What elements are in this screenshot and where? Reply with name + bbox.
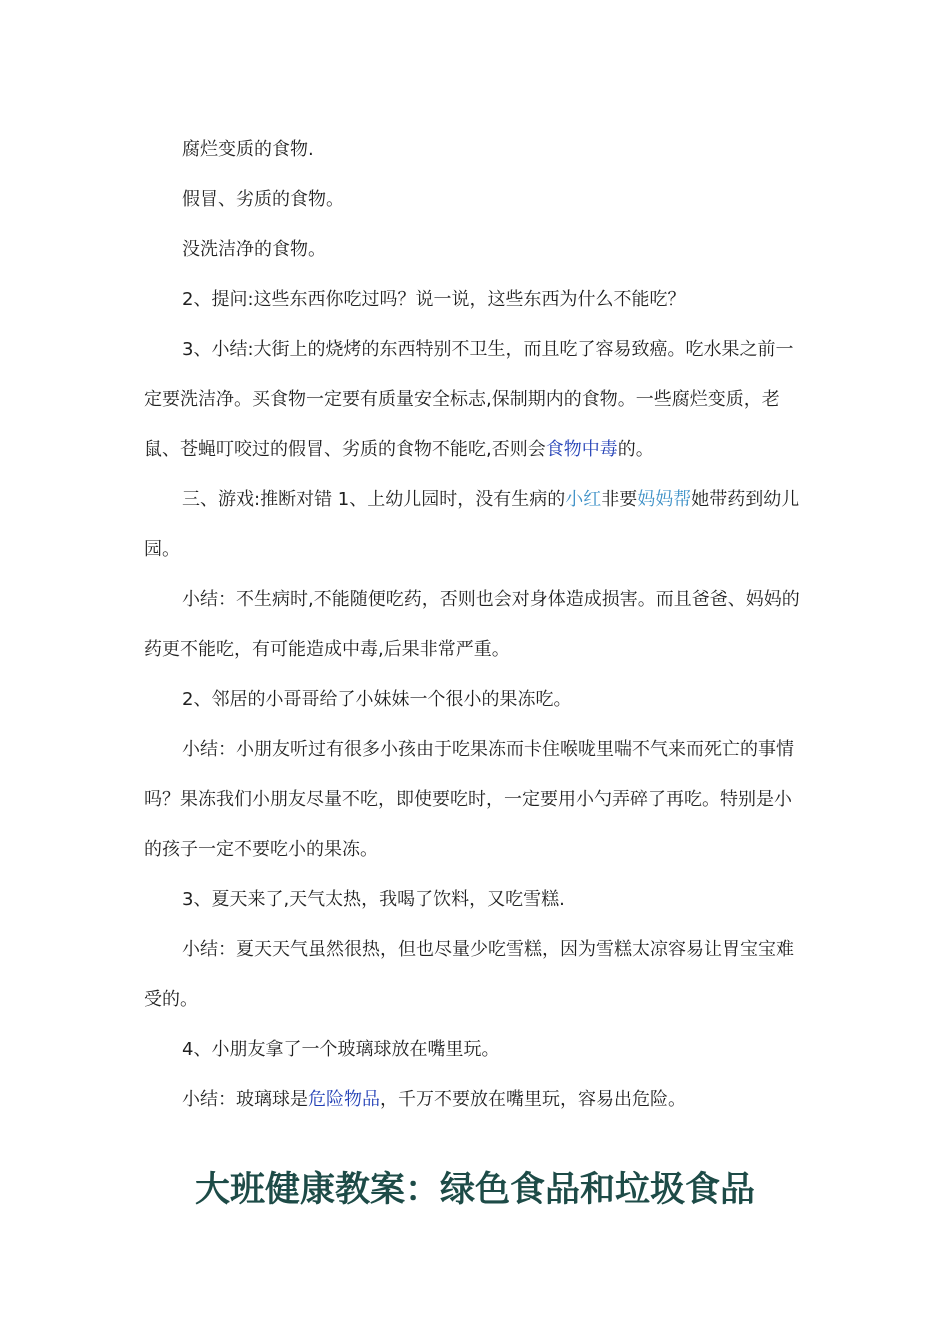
- paragraph-text: 2、提问:这些东西你吃过吗？说一说，这些东西为什么不能吃？: [182, 289, 686, 310]
- inline-link[interactable]: 小红: [565, 489, 602, 510]
- paragraph-text: 腐烂变质的食物.: [182, 139, 314, 160]
- paragraph-text: 3、小结:大街上的烧烤的东西特别不卫生，而且吃了容易致癌。吃水果之前一定要洗洁净。买食物一定要有质量安全标志,保制期内的食物。一些腐烂变质，老鼠、苍蝇叮咬过的假冒、劣质的食物不能吃,否则会: [144, 339, 794, 460]
- paragraph-text: 3、夏天来了,天气太热，我喝了饮料，又吃雪糕.: [182, 889, 565, 910]
- paragraph: [144, 475, 806, 575]
- paragraph: [144, 325, 806, 475]
- paragraph-text: 她带药到幼儿园。: [144, 489, 800, 560]
- paragraph: [144, 225, 806, 275]
- paragraph-text: 小结：夏天天气虽然很热，但也尽量少吃雪糕，因为雪糕太凉容易让胃宝宝难受的。: [144, 939, 794, 1010]
- paragraph-text: 小结：小朋友听过有很多小孩由于吃果冻而卡住喉咙里喘不气来而死亡的事情吗？果冻我们小朋友尽量不吃，即使要吃时，一定要用小勺弄碎了再吃。特别是小的孩子一定不要吃小的果冻。: [144, 739, 794, 860]
- paragraph-text: 三、游戏:推断对错 1、上幼儿园时，没有生病的: [182, 489, 566, 510]
- paragraph-text: 小结：不生病时,不能随便吃药，否则也会对身体造成损害。而且爸爸、妈妈的药更不能吃，有可能造成中毒,后果非常严重。: [144, 589, 800, 660]
- section-heading: 大班健康教案：绿色食品和垃圾食品: [194, 1170, 755, 1210]
- paragraph-text: ，千万不要放在嘴里玩，容易出危险。: [380, 1089, 686, 1110]
- paragraph: [144, 125, 806, 175]
- paragraph: [144, 675, 806, 725]
- paragraph: [144, 875, 806, 925]
- paragraph-text: 的。: [617, 439, 654, 460]
- paragraph: [144, 275, 806, 325]
- paragraph: [144, 725, 806, 875]
- paragraph: [144, 175, 806, 225]
- inline-link[interactable]: 食物中毒: [545, 439, 618, 460]
- inline-link[interactable]: 妈妈帮: [637, 489, 692, 510]
- paragraph-text: 非要: [601, 489, 638, 510]
- paragraph: [144, 1075, 806, 1125]
- document-body: [144, 125, 806, 1125]
- paragraph: [144, 925, 806, 1025]
- paragraph-text: 4、小朋友拿了一个玻璃球放在嘴里玩。: [182, 1039, 500, 1060]
- paragraph: [144, 575, 806, 675]
- paragraph-text: 假冒、劣质的食物。: [182, 189, 344, 210]
- paragraph-text: 没洗洁净的食物。: [182, 239, 326, 260]
- paragraph: [144, 1025, 806, 1075]
- paragraph-text: 小结：玻璃球是: [182, 1089, 308, 1110]
- paragraph-text: 2、邻居的小哥哥给了小妹妹一个很小的果冻吃。: [182, 689, 572, 710]
- inline-link[interactable]: 危险物品: [308, 1089, 380, 1110]
